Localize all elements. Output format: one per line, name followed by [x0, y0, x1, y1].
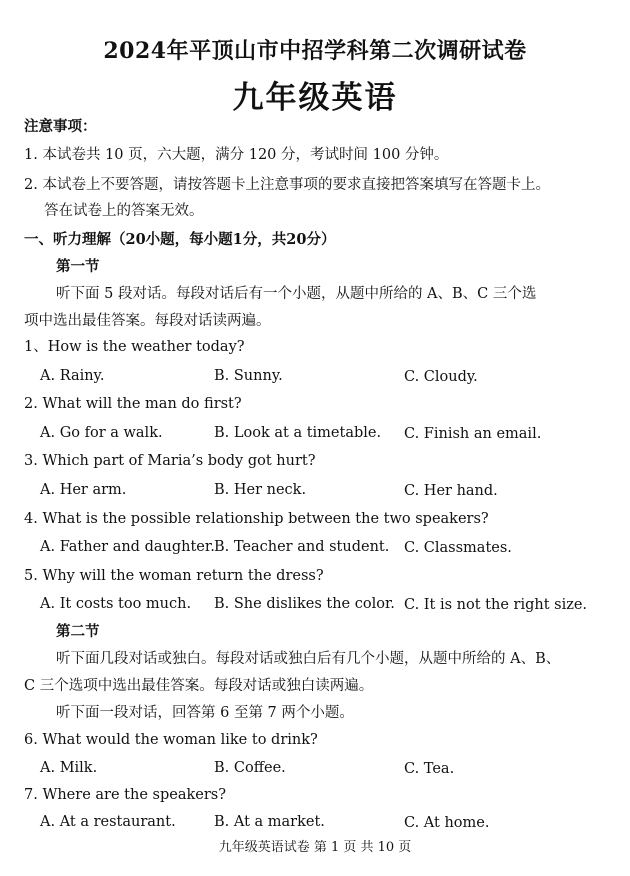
q1-option-c: C. Cloudy.: [404, 369, 478, 385]
q4-option-a: A. Father and daughter.: [40, 539, 215, 555]
q4-option-c: C. Classmates.: [404, 540, 512, 556]
q3-option-c: C. Her hand.: [404, 483, 498, 499]
q7-option-c: C. At home.: [404, 815, 490, 831]
q1-option-b: B. Sunny.: [214, 368, 283, 384]
q5-option-c: C. It is not the right size.: [404, 597, 588, 613]
q7-option-b: B. At a market.: [214, 814, 325, 830]
q3-option-a: A. Her arm.: [40, 482, 127, 498]
q4-option-b: B. Teacher and student.: [214, 539, 390, 555]
part1-heading: 第一节: [56, 258, 100, 275]
page-footer: 九年级英语试卷 第 1 页 共 10 页: [218, 840, 412, 855]
q5-option-b: B. She dislikes the color.: [214, 596, 395, 612]
question-6: 6. What would the woman like to drink?: [24, 732, 318, 748]
notice-item-2: 2. 本试卷上不要答题，请按答题卡上注意事项的要求直接把答案填写在答题卡上。: [24, 177, 550, 193]
notice-item-2-cont: 答在试卷上的答案无效。: [44, 203, 204, 219]
q6-option-a: A. Milk.: [40, 760, 98, 776]
q3-option-b: B. Her neck.: [214, 482, 307, 498]
part2-instruction-2: C 三个选项中选出最佳答案。每段对话或独白读两遍。: [24, 678, 374, 694]
q6-option-b: B. Coffee.: [214, 760, 286, 776]
notice-heading: 注意事项：: [24, 118, 97, 135]
question-5: 5. Why will the woman return the dress?: [24, 568, 324, 584]
question-4: 4. What is the possible relationship between the two speakers?: [24, 511, 489, 527]
part1-instruction-1: 听下面 5 段对话。每段对话后有一个小题，从题中所给的 A、B、C 三个选: [56, 286, 537, 302]
exam-subtitle: 九年级英语: [232, 80, 398, 116]
q6-option-c: C. Tea.: [404, 761, 455, 777]
q7-option-a: A. At a restaurant.: [40, 814, 176, 830]
question-1: 1、How is the weather today?: [24, 339, 245, 355]
part2-heading: 第二节: [56, 623, 100, 640]
question-2: 2. What will the man do first?: [24, 396, 242, 412]
notice-item-1: 1. 本试卷共 10 页，六大题，满分 120 分，考试时间 100 分钟。: [24, 147, 449, 163]
part1-instruction-2: 项中选出最佳答案。每段对话读两遍。: [24, 313, 271, 329]
part2-sub-instruction: 听下面一段对话，回答第 6 至第 7 两个小题。: [56, 705, 354, 721]
exam-title: 2024年平顶山市中招学科第二次调研试卷: [103, 38, 527, 64]
q5-option-a: A. It costs too much.: [40, 596, 192, 612]
question-7: 7. Where are the speakers?: [24, 787, 226, 803]
q2-option-b: B. Look at a timetable.: [214, 425, 382, 441]
q2-option-a: A. Go for a walk.: [40, 425, 163, 441]
section1-heading: 一、听力理解（20小题，每小题1分，共20分）: [24, 231, 336, 248]
question-3: 3. Which part of Maria’s body got hurt?: [24, 453, 316, 469]
q1-option-a: A. Rainy.: [40, 368, 105, 384]
part2-instruction-1: 听下面几段对话或独白。每段对话或独白后有几个小题，从题中所给的 A、B、: [56, 651, 561, 667]
q2-option-c: C. Finish an email.: [404, 426, 542, 442]
